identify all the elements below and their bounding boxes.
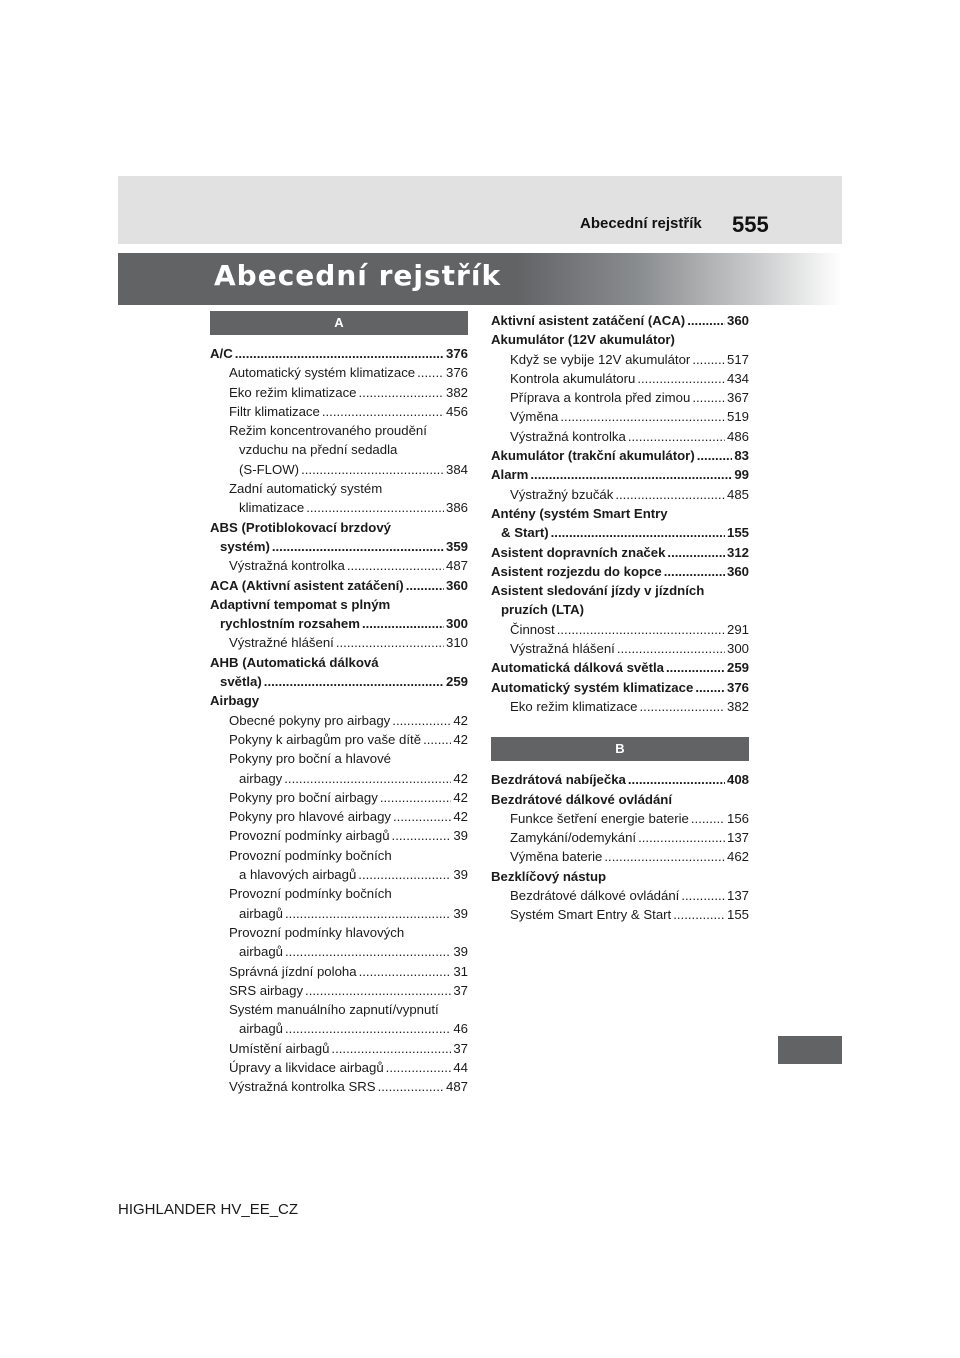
index-entry-page: 137 [726, 830, 749, 846]
index-entry-text: Umístění airbagů [229, 1040, 330, 1056]
index-entry [491, 809, 749, 828]
dot-leader [272, 537, 444, 556]
index-entry-page: 367 [726, 390, 749, 406]
index-entry-text: světla) [220, 674, 262, 690]
index-entry [210, 749, 468, 768]
index-entry [210, 942, 468, 961]
index-entry [491, 504, 749, 523]
index-entry [210, 672, 468, 691]
dot-leader [417, 363, 444, 382]
index-entry-text: (S-FLOW) [239, 461, 300, 477]
index-entry-text: & Start) [501, 525, 549, 541]
index-entry-text: Provozní podmínky hlavových [229, 924, 405, 940]
index-column-left [210, 311, 468, 1097]
index-entry-text: A/C [210, 346, 233, 361]
index-entry-page: 456 [445, 403, 468, 419]
index-entry-page: 99 [734, 467, 749, 483]
index-entry-text: Bezdrátové dálkové ovládání [510, 888, 680, 904]
index-entry-text: Pokyny pro hlavové airbagy [229, 809, 392, 825]
index-entry [210, 440, 468, 459]
index-entry [210, 981, 468, 1000]
index-entry-text: Výstražné hlášení [229, 635, 334, 651]
dot-leader [551, 523, 725, 542]
index-entry [491, 369, 749, 388]
dot-leader [615, 485, 725, 504]
index-entry-text: Správná jízdní poloha [229, 963, 357, 979]
index-entry [210, 904, 468, 923]
dot-leader [692, 350, 725, 369]
index-entry [491, 600, 749, 619]
index-entry-text: Aktivní asistent zatáčení (ACA) [491, 313, 686, 328]
index-entry [210, 1000, 468, 1019]
dot-leader [305, 981, 451, 1000]
index-entry [210, 865, 468, 884]
index-entry-page: 31 [453, 963, 468, 979]
index-entry [210, 576, 468, 595]
index-entry [491, 465, 749, 484]
index-entry [210, 1039, 468, 1058]
index-entry [491, 886, 749, 905]
dot-leader [617, 639, 725, 658]
dot-leader [604, 847, 725, 866]
dot-leader [692, 388, 725, 407]
dot-leader [235, 344, 444, 363]
index-entry-text: Eko režim klimatizace [510, 698, 638, 714]
index-entry-text: a hlavových airbagů [239, 867, 357, 883]
index-entry-page: 386 [445, 500, 468, 516]
index-entry-text: Antény (systém Smart Entry [491, 505, 668, 521]
index-entry-page: 39 [453, 828, 468, 844]
index-entry-text: Funkce šetření energie baterie [510, 810, 689, 826]
index-entry-text: Asistent dopravních značek [491, 544, 666, 560]
index-entry-text: airbagů [239, 1021, 283, 1037]
dot-leader [336, 633, 444, 652]
index-entry [210, 363, 468, 382]
index-entry [210, 730, 468, 749]
dot-leader [359, 962, 452, 981]
index-entry-text: Akumulátor (12V akumulátor) [491, 332, 675, 348]
index-entry [491, 790, 749, 809]
index-entry-page: 259 [726, 660, 749, 676]
index-entry-text: ACA (Aktivní asistent zatáčení) [210, 577, 404, 593]
index-entry [491, 905, 749, 924]
section-thumb-tab [778, 1036, 842, 1064]
index-entry-page: 300 [445, 616, 468, 632]
dot-leader [667, 543, 725, 562]
index-entry-text: Provozní podmínky airbagů [229, 828, 390, 844]
index-entry [210, 498, 468, 517]
index-entry [210, 595, 468, 614]
index-entry [491, 620, 749, 639]
dot-leader [331, 1039, 451, 1058]
index-entry-text: Pokyny k airbagům pro vaše dítě [229, 731, 422, 747]
index-entry-text: klimatizace [239, 500, 305, 516]
index-entry-page: 382 [445, 384, 468, 400]
index-entry [210, 537, 468, 556]
index-entry [491, 678, 749, 697]
index-entry [210, 402, 468, 421]
dot-leader [637, 369, 725, 388]
index-entry [491, 350, 749, 369]
dot-leader [406, 576, 444, 595]
index-entry-text: Eko režim klimatizace [229, 384, 357, 400]
index-entry-text: rychlostním rozsahem [220, 616, 360, 632]
index-entry [210, 344, 468, 363]
index-entry-text: Výměna [510, 409, 559, 425]
index-entry-page: 39 [453, 944, 468, 960]
index-entry-text: Kontrola akumulátoru [510, 370, 636, 386]
index-entry-page: 519 [726, 409, 749, 425]
index-entry-page: 360 [445, 577, 468, 593]
index-entry [491, 407, 749, 426]
dot-leader [306, 498, 444, 517]
page-number: 555 [732, 212, 769, 237]
index-entry-text: Výstražná kontrolka [229, 558, 345, 574]
dot-leader [285, 904, 451, 923]
index-entry [210, 807, 468, 826]
dot-leader [530, 465, 732, 484]
index-entry-text: AHB (Automatická dálková [210, 654, 379, 670]
index-entry [210, 923, 468, 942]
index-entry-text: SRS airbagy [229, 982, 304, 998]
index-entry-page: 155 [726, 907, 749, 923]
index-entry-page: 486 [726, 428, 749, 444]
index-entry [210, 884, 468, 903]
index-entry-text: Pokyny pro boční airbagy [229, 789, 378, 805]
index-entry-text: pruzích (LTA) [501, 602, 585, 618]
dot-leader [359, 383, 444, 402]
index-entry-page: 37 [453, 1040, 468, 1056]
index-entry-page: 359 [445, 538, 468, 554]
index-entry [491, 847, 749, 866]
index-entry-text: Výstražná kontrolka SRS [229, 1079, 376, 1095]
index-entry [491, 427, 749, 446]
index-entry-page: 137 [726, 888, 749, 904]
index-entry-page: 155 [726, 525, 749, 541]
index-entry-page: 487 [445, 1079, 468, 1095]
index-entry-page: 360 [726, 313, 749, 328]
index-entry [491, 562, 749, 581]
index-entry-text: Příprava a kontrola před zimou [510, 390, 691, 406]
index-entry-page: 39 [453, 867, 468, 883]
index-entry-text: Systém Smart Entry & Start [510, 907, 672, 923]
dot-leader [560, 407, 725, 426]
index-entry-page: 376 [445, 346, 468, 361]
index-entry-page: 83 [734, 448, 749, 464]
index-entry-text: Bezdrátová nabíječka [491, 772, 626, 788]
index-entry-page: 310 [445, 635, 468, 651]
index-entry-text: Provozní podmínky bočních [229, 847, 392, 863]
index-entry-text: Výměna baterie [510, 849, 603, 865]
index-entry [491, 867, 749, 886]
index-entry-text: Automatický systém klimatizace [229, 365, 416, 381]
index-entry [491, 697, 749, 716]
dot-leader [628, 770, 725, 789]
page-title: Abecední rejstřík [214, 259, 502, 292]
index-entry [210, 421, 468, 440]
dot-leader [386, 1058, 452, 1077]
dot-leader [628, 427, 725, 446]
index-entry [491, 581, 749, 600]
dot-leader [285, 1019, 451, 1038]
dot-leader [322, 402, 444, 421]
index-entry-text: Alarm [491, 467, 529, 483]
index-entry-text: Akumulátor (trakční akumulátor) [491, 448, 695, 464]
index-entry-text: Zamykání/odemykání [510, 830, 637, 846]
dot-leader [347, 556, 444, 575]
index-entry [210, 556, 468, 575]
index-entry-page: 44 [453, 1059, 468, 1075]
index-entry-page: 42 [453, 770, 468, 786]
index-entry-text: Obecné pokyny pro airbagy [229, 712, 391, 728]
index-entry-page: 42 [453, 712, 468, 728]
dot-leader [301, 460, 444, 479]
index-entry [210, 460, 468, 479]
dot-leader [264, 672, 444, 691]
dot-leader [557, 620, 725, 639]
dot-leader [666, 658, 725, 677]
index-entry-text: Asistent sledování jízdy v jízdních [491, 583, 705, 599]
index-entry [210, 788, 468, 807]
dot-leader [393, 807, 451, 826]
index-entry-text: Automatická dálková světla [491, 660, 664, 676]
index-entry-text: Režim koncentrovaného proudění [229, 423, 427, 439]
index-entry [491, 523, 749, 542]
dot-leader [673, 905, 725, 924]
index-entry-page: 360 [726, 563, 749, 579]
dot-leader [284, 769, 451, 788]
index-entry-page: 517 [726, 351, 749, 367]
dot-leader [664, 562, 725, 581]
index-entry-text: airbagy [239, 770, 283, 786]
dot-leader [423, 730, 451, 749]
index-entry-page: 156 [726, 810, 749, 826]
index-entry-page: 487 [445, 558, 468, 574]
index-entry [491, 658, 749, 677]
index-entry-page: 462 [726, 849, 749, 865]
index-entry-text: airbagů [239, 944, 283, 960]
index-entry [491, 388, 749, 407]
index-entry [210, 383, 468, 402]
index-entry [491, 330, 749, 349]
index-entry-page: 39 [453, 905, 468, 921]
dot-leader [640, 697, 725, 716]
index-entry-text: vzduchu na přední sedadla [239, 442, 398, 458]
letter-section-header: A [210, 311, 468, 335]
index-entry [210, 846, 468, 865]
index-entry [210, 1058, 468, 1077]
index-entry-page: 384 [445, 461, 468, 477]
index-entry [210, 633, 468, 652]
index-entry [210, 653, 468, 672]
index-entry-text: Pokyny pro boční a hlavové [229, 751, 392, 767]
index-entry [491, 639, 749, 658]
dot-leader [687, 311, 725, 330]
index-entry-text: Automatický systém klimatizace [491, 679, 694, 695]
dot-leader [638, 828, 725, 847]
index-entry-text: Výstražná kontrolka [510, 428, 626, 444]
index-entry-text: Adaptivní tempomat s plným [210, 596, 391, 612]
index-entry [491, 543, 749, 562]
index-entry [491, 311, 749, 330]
index-entry [210, 962, 468, 981]
index-entry [491, 446, 749, 465]
index-entry [210, 1077, 468, 1096]
index-entry-page: 37 [453, 982, 468, 998]
index-entry [210, 1019, 468, 1038]
index-entry-text: airbagů [239, 905, 283, 921]
index-entry-page: 434 [726, 370, 749, 386]
dot-leader [392, 711, 451, 730]
index-entry-text: Úpravy a likvidace airbagů [229, 1059, 384, 1075]
index-entry-text: Zadní automatický systém [229, 481, 383, 497]
index-entry-page: 485 [726, 486, 749, 502]
index-entry-page: 300 [726, 641, 749, 657]
index-entry-text: Když se vybije 12V akumulátor [510, 351, 691, 367]
index-entry-text: Filtr klimatizace [229, 403, 320, 419]
dot-leader [695, 678, 725, 697]
dot-leader [697, 446, 733, 465]
index-entry [210, 769, 468, 788]
index-entry [210, 691, 468, 710]
index-entry-text: Výstražná hlášení [510, 641, 615, 657]
letter-section-header: B [491, 737, 749, 761]
index-entry-text: Provozní podmínky bočních [229, 886, 392, 902]
index-entry-page: 46 [453, 1021, 468, 1037]
index-entry-page: 382 [726, 698, 749, 714]
dot-leader [691, 809, 725, 828]
index-entry-page: 291 [726, 621, 749, 637]
index-entry [210, 518, 468, 537]
dot-leader [362, 614, 444, 633]
index-entry-text: Bezdrátové dálkové ovládání [491, 791, 673, 807]
index-entry [491, 485, 749, 504]
dot-leader [380, 788, 452, 807]
dot-leader [358, 865, 451, 884]
index-entry [491, 770, 749, 789]
index-entry-page: 42 [453, 789, 468, 805]
index-entry-page: 259 [445, 674, 468, 690]
index-entry [491, 828, 749, 847]
index-entry-page: 42 [453, 809, 468, 825]
index-entry-page: 376 [726, 679, 749, 695]
index-entry-page: 42 [453, 731, 468, 747]
dot-leader [378, 1077, 444, 1096]
index-entry-text: Systém manuálního zapnutí/vypnutí [229, 1002, 439, 1018]
dot-leader [285, 942, 451, 961]
index-entry-page: 312 [726, 544, 749, 560]
index-entry-text: Airbagy [210, 693, 260, 709]
index-entry [210, 711, 468, 730]
running-header-title: Abecední rejstřík [580, 215, 702, 232]
index-entry-text: Činnost [510, 621, 555, 637]
index-entry [210, 614, 468, 633]
index-entry [210, 826, 468, 845]
index-column-right [491, 311, 749, 925]
index-entry-text: systém) [220, 538, 270, 554]
footer-model-code: HIGHLANDER HV_EE_CZ [118, 1201, 299, 1218]
index-entry-page: 408 [726, 772, 749, 788]
dot-leader [392, 826, 452, 845]
index-entry-text: Výstražný bzučák [510, 486, 614, 502]
index-entry-text: ABS (Protiblokovací brzdový [210, 519, 391, 535]
index-entry-page: 376 [445, 365, 468, 381]
index-entry [210, 479, 468, 498]
dot-leader [681, 886, 725, 905]
index-entry-text: Asistent rozjezdu do kopce [491, 563, 662, 579]
index-entry-text: Bezklíčový nástup [491, 868, 607, 884]
